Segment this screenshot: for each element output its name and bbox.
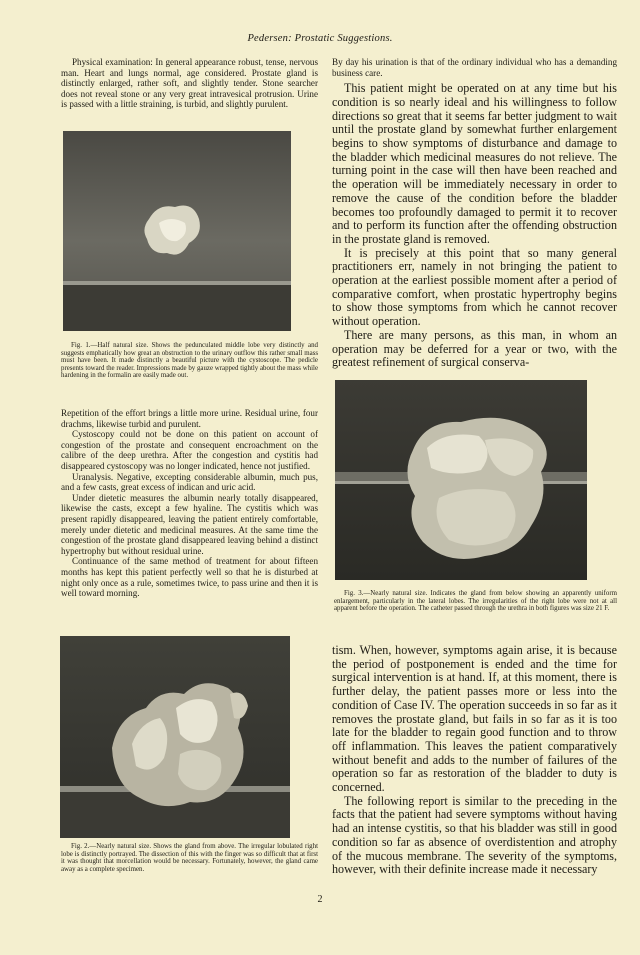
page-number: 2 bbox=[317, 894, 323, 905]
figure-1-caption: Fig. 1.—Half natural size. Shows the pedunculated middle lobe very distinctly and suggests emphatically how great an obstruction to the urinary outflow this rather small mass must have been. It made distinctly a beautiful picture with the cystoscope. The pedicle presents toward the reader. Impressions made by gauze wrapped tightly about the mass while hardening in the formalin are easily made out. bbox=[61, 342, 318, 380]
paragraph-continuance: Continuance of the same method of treatment for about fifteen months has kept this patient perfectly well so that he is disturbed at night only once as a rule, sometimes twice, to pass urine and then it is well toward morning. bbox=[61, 556, 318, 599]
right-column-bottom bbox=[332, 644, 617, 877]
paragraph-general-practitioners: It is precisely at this point that so many general practitioners err, namely in not bringing the patient to operation at the earliest possible moment after a period of comparative comfort, when prostatic hypertrophy begins to show those symptoms from which he cannot recover without operation. bbox=[332, 245, 617, 329]
paragraph-day-urination: By day his urination is that of the ordinary individual who has a demanding business care. bbox=[332, 57, 617, 78]
right-column-top bbox=[332, 57, 617, 370]
paragraph-physical-exam: Physical examination: In general appearance robust, tense, nervous man. Heart and lungs normal, age considered. Prostate gland is distinctly enlarged, rather soft, and slightly tender. Stone searcher does not reveal stone or any very great intravesical protrusion. Urine is passed with a little straining, is turbid, and slightly purulent. bbox=[61, 57, 318, 110]
figure-2-caption: Fig. 2.—Nearly natural size. Shows the gland from above. The irregular lobulated right lobe is distinctly portrayed. The dissection of this with the finger was so difficult that at first it was thought that morcellation would be necessary. Fortunately, however, the gland came away as a complete specimen. bbox=[61, 843, 318, 873]
paragraph-many-persons: There are many persons, as this man, in whom an operation may be deferred for a year or two, with the greatest refinement of surgical conserva- bbox=[332, 327, 617, 370]
left-column-middle bbox=[61, 408, 318, 599]
paragraph-dietetic-measures: Under dietetic measures the albumin nearly totally disappeared, likewise the casts, except a few hyaline. The cystitis which was present rapidly disappeared, leaving the patient entirely comfortable, merely under dietetic and medicinal measures. At the same time the congestion of the prostate gland disappeared leaving behind a distinct hypertrophy but without residual urine. bbox=[61, 492, 318, 556]
paragraph-operated-on: This patient might be operated on at any time but his condition is so nearly ideal and his willingness to follow directions so great that it seems far better judgment to wait until the prostate gland by somewhat further enlargement begins to show symptoms of disturbance and damage to the bladder which medicinal measures do not relieve. The turning point in the case will then have been reached and the operation will be immediately necessary in order to remove the cause of the condition before the bladder becomes too profoundly damaged to permit it to recover and to perform its function after the offending obstruction in the prostate gland is removed. bbox=[332, 81, 617, 246]
paragraph-conservatism: tism. When, however, symptoms again arise, it is because the period of postponement is ended and the time for surgical intervention is at hand. If, at this moment, there is further delay, the patient passes more or less into the condition of Case IV. The operation succeeds in so far as it removes the prostate gland, but fails in so far as it is too late for the bladder to regain good function and to throw off inflammation. This leaves the patient comparatively without benefit and adds to the number of failures of the operation so far as restoration of the bladder to duty is concerned. bbox=[332, 643, 617, 795]
figure-3-photo bbox=[335, 380, 587, 580]
figure-1-photo bbox=[63, 131, 291, 331]
paragraph-following-report: The following report is similar to the preceding in the facts that the patient had severe symptoms without having had an intense cystitis, so that his bladder was still in good condition so far as absence of overdistention and atrophy of the mucous membrane. The severity of the symptoms, however, with their definite increase made it necessary bbox=[332, 793, 617, 877]
figure-3-caption: Fig. 3.—Nearly natural size. Indicates the gland from below showing an apparently uniform enlargement, particularly in the lateral lobes. The irregularities of the right lobe were not at all apparent before the operation. The catheter passed through the urethra in both figures was size 21 F. bbox=[334, 590, 617, 613]
paragraph-uranalysis: Uranalysis. Negative, excepting considerable albumin, much pus, and a few casts, great excess of indican and uric acid. bbox=[61, 471, 318, 493]
running-header: Pedersen: Prostatic Suggestions. bbox=[247, 33, 393, 44]
figure-2-photo bbox=[60, 636, 290, 838]
paragraph-cystoscopy: Cystoscopy could not be done on this patient on account of congestion of the prostate and consequent encroachment on the calibre of the deep urethra. After the congestion and cystitis had disappeared cystoscopy was no longer indicated, hence not justified. bbox=[61, 429, 318, 471]
paragraph-residual-urine: Repetition of the effort brings a little more urine. Residual urine, four drachms, likewise turbid and purulent. bbox=[61, 408, 318, 429]
left-column-top bbox=[61, 57, 318, 110]
